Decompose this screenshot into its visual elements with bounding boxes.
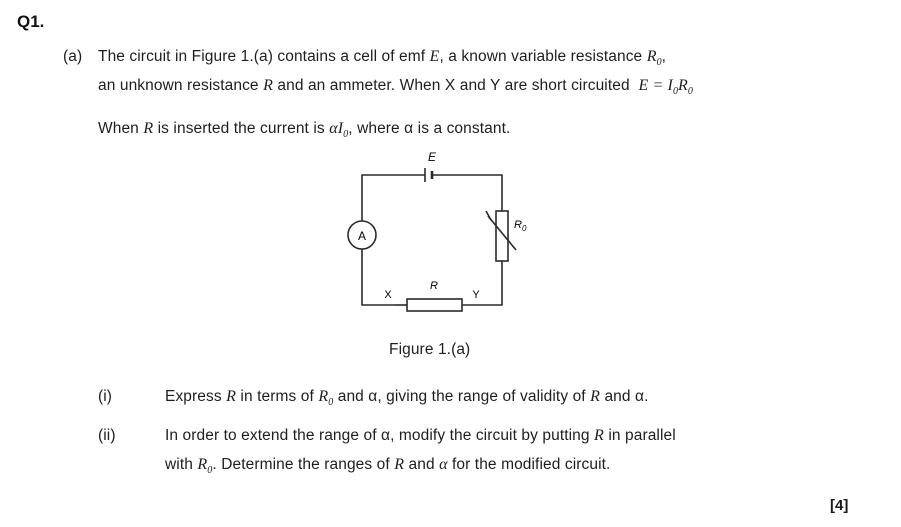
subq-i-text: Express R in terms of $R_0$ and α, giving the range of validity of R and α. <box>165 388 649 409</box>
part-a-line-2 <box>98 77 693 97</box>
r-symbol: R <box>226 388 236 405</box>
subq-ii-line-1: In order to extend the range of α, modify the circuit by putting R in parallel <box>165 427 676 444</box>
text-span: The circuit in Figure 1.(a) contains a cell of emf <box>98 48 426 65</box>
question-number: Q1. <box>17 12 45 31</box>
subq-ii-number: (ii) <box>98 427 116 444</box>
r-symbol: R <box>590 388 601 405</box>
r0-symbol: $R_0$ <box>646 48 662 69</box>
r-symbol: R <box>143 120 154 137</box>
r0-symbol: $R_0$ <box>197 456 213 477</box>
circuit-diagram <box>330 148 570 323</box>
part-a-label: (a) <box>63 48 83 65</box>
resistor-r <box>407 299 462 311</box>
text-span: , where α is a constant. <box>348 120 511 137</box>
wire-top-left <box>362 175 425 221</box>
variable-arrow-head <box>486 211 491 220</box>
equation: $E = I_0R_0$ <box>638 77 694 98</box>
r-symbol: R <box>263 77 273 94</box>
ammeter-label: A <box>357 229 367 243</box>
text-span: When <box>98 120 139 137</box>
wire-top-right <box>432 175 502 211</box>
variable-resistor <box>496 211 508 261</box>
alpha-symbol: α <box>439 456 448 473</box>
subq-ii-line-2: with $R_0$. Determine the ranges of R and α for the modified circuit. <box>165 456 611 477</box>
text-span: is inserted the current is <box>157 120 325 137</box>
resistor-label: R <box>430 280 438 292</box>
text-span: and an ammeter. When X and Y are short circuited <box>277 77 630 94</box>
emf-symbol: E <box>429 48 440 65</box>
part-a-line-1 <box>98 48 666 68</box>
text-span: , a known variable resistance <box>439 48 643 65</box>
subq-i-number: (i) <box>98 388 113 405</box>
r-symbol: R <box>394 456 405 473</box>
x-label: X <box>384 289 392 301</box>
text-span: an unknown resistance <box>98 77 259 94</box>
alpha-current: $\alpha I_0$ <box>329 120 349 141</box>
text-span: , <box>661 48 667 65</box>
r-symbol: R <box>594 427 604 444</box>
r0-symbol: $R_0$ <box>318 388 334 409</box>
marks-badge: [4] <box>830 497 849 514</box>
variable-label: $R_0$ <box>514 219 527 233</box>
y-label: Y <box>472 289 480 301</box>
emf-label: E <box>427 150 437 164</box>
figure-caption: Figure 1.(a) <box>389 341 471 358</box>
part-a-line-3 <box>98 120 510 140</box>
wire-right <box>480 261 502 305</box>
variable-arrow <box>488 216 516 250</box>
